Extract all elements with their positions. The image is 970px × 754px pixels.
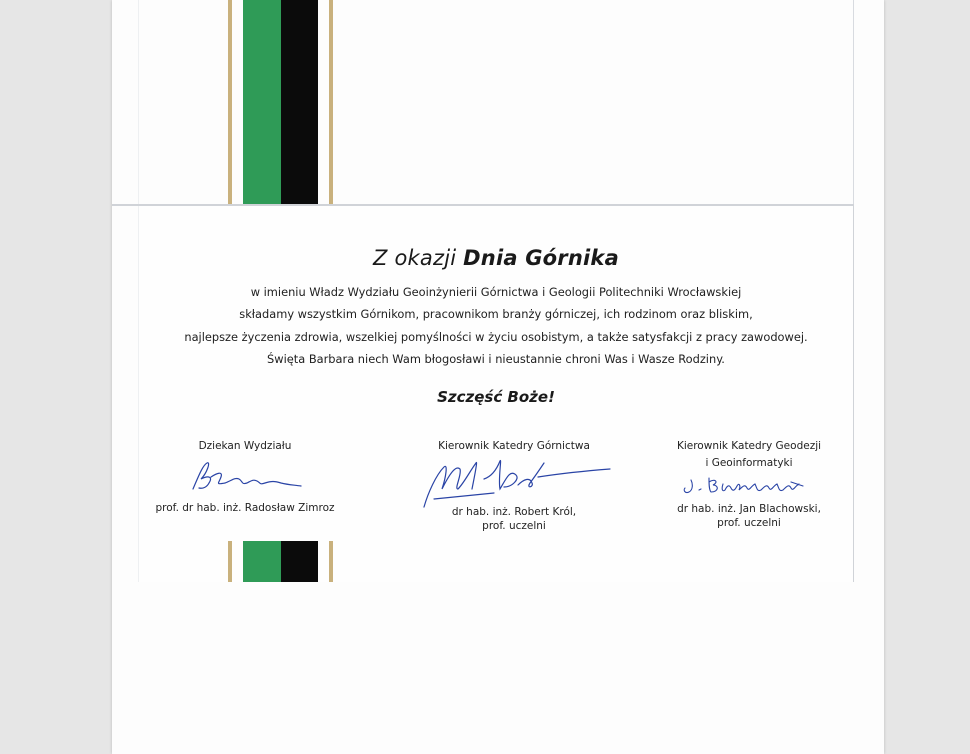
signature-block-geodesy-chair — [644, 438, 854, 530]
ribbon-green-stripe — [243, 541, 281, 582]
greeting-line: Święta Barbara niech Wam błogosławi i nieustannie chroni Was i Wasze Rodziny. — [267, 352, 725, 366]
ribbon-black-stripe — [281, 541, 318, 582]
handwritten-signature — [414, 449, 614, 511]
handwritten-signature — [185, 455, 305, 497]
title-emphasis: Dnia Górnika — [463, 246, 619, 270]
ribbon-top — [228, 0, 334, 205]
document-page — [112, 0, 884, 754]
ribbon-gold-stripe — [228, 0, 232, 205]
ribbon-black-stripe — [281, 0, 318, 205]
ribbon-bottom — [228, 541, 334, 582]
ribbon-gold-stripe — [228, 541, 232, 582]
signatory-role: Dziekan Wydziału — [198, 440, 292, 452]
ribbon-gold-stripe — [329, 0, 333, 205]
title-prefix: Z okazji — [373, 246, 457, 270]
greeting-line: najlepsze życzenia zdrowia, wszelkiej pomyślności w życiu osobistym, a także satysfakcji z pracy zawodowej. — [184, 330, 808, 344]
signatory-name-line: dr hab. inż. Jan Blachowski, — [677, 503, 821, 515]
signatory-title-line: prof. uczelni — [717, 517, 781, 529]
ribbon-green-stripe — [243, 0, 281, 205]
signatory-role: i Geoinformatyki — [705, 457, 793, 469]
signatory-name: prof. dr hab. inż. Radosław Zimroz — [155, 502, 335, 514]
greeting-line: w imieniu Władz Wydziału Geoinżynierii Górnictwa i Geologii Politechniki Wrocławskiej — [250, 285, 742, 299]
card-title — [139, 246, 853, 270]
card-top-panel — [138, 0, 854, 205]
signatory-name-line: dr hab. inż. Robert Król, — [451, 506, 577, 518]
card-bottom-panel — [138, 206, 854, 582]
signature-block-dean — [139, 438, 351, 515]
signatory-role: Kierownik Katedry Geodezji — [676, 440, 822, 452]
blessing-text: Szczęść Boże! — [437, 388, 555, 406]
signatory-title-line: prof. uczelni — [482, 520, 546, 532]
ribbon-gold-stripe — [329, 541, 333, 582]
signature-block-mining-chair — [394, 438, 634, 533]
handwritten-signature — [679, 472, 819, 498]
greeting-line: składamy wszystkim Górnikom, pracownikom branży górniczej, ich rodzinom oraz bliskim, — [239, 307, 753, 321]
signatory-role: Kierownik Katedry Górnictwa — [438, 440, 590, 452]
